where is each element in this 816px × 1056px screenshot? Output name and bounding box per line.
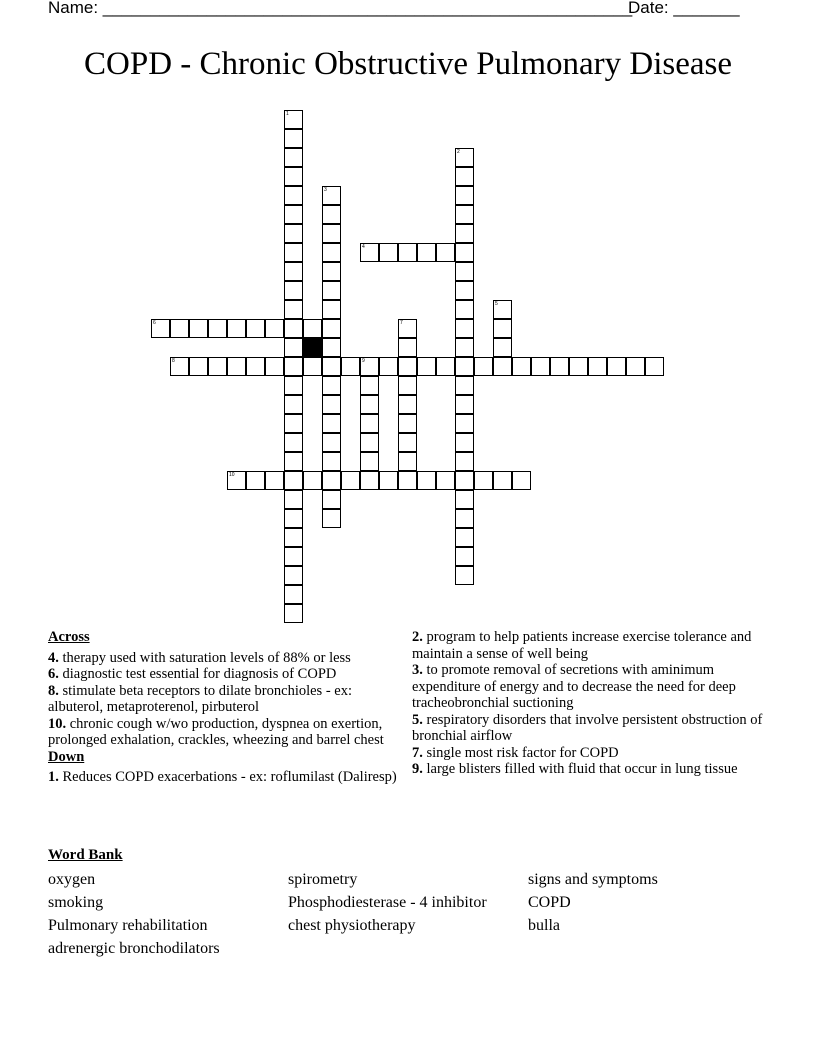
crossword-cell[interactable] (227, 471, 246, 490)
crossword-cell[interactable] (322, 376, 341, 395)
word-bank-item: spirometry (288, 871, 358, 888)
crossword-cell[interactable] (303, 471, 322, 490)
crossword-cell[interactable] (284, 490, 303, 509)
crossword-black-cell (303, 338, 322, 357)
crossword-cell[interactable] (493, 300, 512, 319)
crossword-cell[interactable] (550, 357, 569, 376)
clue-text: chronic cough w/wo production, dyspnea on exertion, prolonged exhalation, crackles, wheezing and barrel chest (48, 715, 384, 748)
crossword-cell[interactable] (360, 471, 379, 490)
clue-number: 1. (48, 769, 59, 785)
crossword-cell[interactable] (189, 357, 208, 376)
crossword-cell[interactable] (246, 319, 265, 338)
word-bank-item: COPD (528, 894, 571, 911)
clue-text: program to help patients increase exercise tolerance and maintain a sense of well being (412, 629, 752, 662)
word-bank-item: adrenergic bronchodilators (48, 940, 220, 957)
crossword-cell[interactable] (398, 357, 417, 376)
clue-number-label: 2 (457, 149, 460, 155)
crossword-cell[interactable] (360, 395, 379, 414)
crossword-cell[interactable] (322, 452, 341, 471)
clue-number-label: 3 (324, 187, 327, 193)
clue-text: Reduces COPD exacerbations - ex: roflumilast (Daliresp) (58, 769, 397, 785)
crossword-cell[interactable] (398, 395, 417, 414)
across-clue (48, 716, 400, 749)
crossword-cell[interactable] (284, 262, 303, 281)
clue-text: stimulate beta receptors to dilate bronchioles - ex: albuterol, metaproterenol, pirbuterol (48, 682, 352, 715)
crossword-cell[interactable] (455, 452, 474, 471)
word-bank-column (528, 868, 658, 937)
clue-number-label: 7 (400, 320, 403, 326)
crossword-cell[interactable] (455, 262, 474, 281)
crossword-cell[interactable] (493, 471, 512, 490)
crossword-cell[interactable] (493, 338, 512, 357)
crossword-cell[interactable] (208, 319, 227, 338)
clues-left-column (48, 629, 400, 786)
crossword-cell[interactable] (417, 243, 436, 262)
crossword-cell[interactable] (398, 471, 417, 490)
crossword-cell[interactable] (322, 186, 341, 205)
crossword-cell[interactable] (284, 186, 303, 205)
crossword-cell[interactable] (227, 319, 246, 338)
crossword-cell[interactable] (284, 566, 303, 585)
clue-number-label: 6 (153, 320, 156, 326)
crossword-cell[interactable] (208, 357, 227, 376)
crossword-cell[interactable] (284, 395, 303, 414)
crossword-cell[interactable] (455, 167, 474, 186)
crossword-cell[interactable] (322, 395, 341, 414)
clue-number: 10. (48, 715, 67, 732)
crossword-cell[interactable] (360, 433, 379, 452)
clue-number-label: 1 (286, 111, 289, 117)
crossword-cell[interactable] (322, 205, 341, 224)
crossword-cell[interactable] (455, 319, 474, 338)
word-bank-column (48, 868, 220, 960)
across-heading: Across (48, 629, 90, 645)
crossword-cell[interactable] (189, 319, 208, 338)
crossword-cell[interactable] (284, 414, 303, 433)
word-bank-heading: Word Bank (48, 847, 123, 863)
crossword-cell[interactable] (227, 357, 246, 376)
clue-number: 7. (412, 744, 423, 761)
clue-text: single most risk factor for COPD (422, 744, 619, 761)
crossword-cell[interactable] (360, 357, 379, 376)
down-clue (412, 745, 772, 762)
clue-number-label: 8 (172, 358, 175, 364)
crossword-cell[interactable] (455, 357, 474, 376)
crossword-cell[interactable] (322, 509, 341, 528)
crossword-cell[interactable] (322, 471, 341, 490)
down-clue (412, 662, 772, 712)
crossword-cell[interactable] (398, 319, 417, 338)
crossword-cell[interactable] (284, 528, 303, 547)
clue-number: 3. (412, 662, 423, 678)
crossword-cell[interactable] (455, 338, 474, 357)
crossword-cell[interactable] (455, 433, 474, 452)
crossword-cell[interactable] (246, 471, 265, 490)
crossword-cell[interactable] (284, 585, 303, 604)
word-bank-item: bulla (528, 917, 560, 934)
clue-text: respiratory disorders that involve persistent obstruction of bronchial airflow (412, 711, 763, 744)
crossword-cell[interactable] (284, 281, 303, 300)
clues-right-column (412, 629, 772, 778)
crossword-cell[interactable] (379, 357, 398, 376)
crossword-cell[interactable] (455, 243, 474, 262)
crossword-cell[interactable] (455, 300, 474, 319)
clue-number: 8. (48, 682, 59, 699)
crossword-cell[interactable] (512, 357, 531, 376)
crossword-cell[interactable] (322, 490, 341, 509)
clue-number-label: 5 (495, 301, 498, 307)
crossword-cell[interactable] (284, 224, 303, 243)
down-clue (412, 629, 772, 662)
crossword-cell[interactable] (474, 357, 493, 376)
crossword-cell[interactable] (398, 243, 417, 262)
down-clue (412, 761, 772, 778)
crossword-cell[interactable] (322, 433, 341, 452)
across-clue (48, 650, 400, 667)
crossword-cell[interactable] (322, 300, 341, 319)
crossword-cell[interactable] (265, 471, 284, 490)
clue-text: large blisters filled with fluid that occur in lung tissue (422, 761, 738, 777)
down-clue (48, 769, 400, 786)
crossword-cell[interactable] (360, 376, 379, 395)
crossword-cell[interactable] (322, 338, 341, 357)
crossword-cell[interactable] (284, 205, 303, 224)
crossword-cell[interactable] (645, 357, 664, 376)
crossword-cell[interactable] (455, 205, 474, 224)
crossword-cell[interactable] (284, 319, 303, 338)
crossword-cell[interactable] (398, 376, 417, 395)
crossword-cell[interactable] (436, 243, 455, 262)
crossword-cell[interactable] (379, 471, 398, 490)
crossword-cell[interactable] (284, 509, 303, 528)
crossword-cell[interactable] (531, 357, 550, 376)
crossword-cell[interactable] (360, 414, 379, 433)
crossword-cell[interactable] (303, 357, 322, 376)
crossword-cell[interactable] (322, 281, 341, 300)
crossword-cell[interactable] (284, 110, 303, 129)
crossword-cell[interactable] (455, 414, 474, 433)
crossword-cell[interactable] (284, 547, 303, 566)
crossword-cell[interactable] (284, 129, 303, 148)
word-bank-item: signs and symptoms (528, 871, 658, 888)
crossword-cell[interactable] (170, 319, 189, 338)
crossword-cell[interactable] (341, 471, 360, 490)
clue-number: 5. (412, 711, 423, 728)
crossword-cell[interactable] (284, 300, 303, 319)
crossword-cell[interactable] (493, 319, 512, 338)
crossword-cell[interactable] (322, 262, 341, 281)
crossword-cell[interactable] (284, 471, 303, 490)
crossword-cell[interactable] (455, 224, 474, 243)
clue-text: diagnostic test essential for diagnosis of COPD (58, 666, 337, 682)
word-bank-item: chest physiotherapy (288, 917, 416, 934)
word-bank-item: smoking (48, 894, 104, 911)
crossword-cell[interactable] (569, 357, 588, 376)
clue-text: to promote removal of secretions with aminimum expenditure of energy and to decrease the need for deep tracheobronchial suctioning (412, 662, 736, 711)
crossword-cell[interactable] (436, 357, 455, 376)
crossword-cell[interactable] (455, 490, 474, 509)
crossword-cell[interactable] (417, 357, 436, 376)
down-heading: Down (48, 748, 85, 765)
crossword-cell[interactable] (588, 357, 607, 376)
crossword-cell[interactable] (436, 471, 455, 490)
crossword-cell[interactable] (265, 357, 284, 376)
page-title: COPD - Chronic Obstructive Pulmonary Disease (84, 46, 732, 82)
crossword-cell[interactable] (455, 186, 474, 205)
clue-number-label: 4 (362, 244, 365, 250)
crossword-cell[interactable] (322, 414, 341, 433)
word-bank-column (288, 868, 487, 937)
across-clue (48, 683, 400, 716)
crossword-cell[interactable] (284, 376, 303, 395)
crossword-cell[interactable] (607, 357, 626, 376)
crossword-cell[interactable] (379, 243, 398, 262)
crossword-cell[interactable] (284, 148, 303, 167)
clue-number: 2. (412, 629, 423, 645)
date-field[interactable]: Date: _______ (628, 0, 740, 17)
crossword-cell[interactable] (303, 319, 322, 338)
word-bank-item: Pulmonary rehabilitation (48, 917, 208, 934)
crossword-cell[interactable] (493, 357, 512, 376)
crossword-cell[interactable] (512, 471, 531, 490)
word-bank-item: oxygen (48, 871, 96, 888)
clue-number-label: 9 (362, 358, 365, 364)
crossword-cell[interactable] (284, 338, 303, 357)
crossword-cell[interactable] (455, 566, 474, 585)
clue-number: 6. (48, 666, 59, 682)
crossword-cell[interactable] (322, 357, 341, 376)
word-bank-item: Phosphodiesterase - 4 inhibitor (288, 894, 487, 911)
crossword-cell[interactable] (322, 243, 341, 262)
crossword-cell[interactable] (455, 376, 474, 395)
crossword-cell[interactable] (455, 395, 474, 414)
crossword-cell[interactable] (246, 357, 265, 376)
crossword-cell[interactable] (398, 433, 417, 452)
clue-number-label: 10 (229, 472, 235, 478)
crossword-cell[interactable] (474, 471, 493, 490)
crossword-cell[interactable] (284, 604, 303, 623)
clue-text: therapy used with saturation levels of 88% or less (58, 649, 351, 666)
crossword-cell[interactable] (455, 547, 474, 566)
crossword-cell[interactable] (170, 357, 189, 376)
crossword-cell[interactable] (284, 243, 303, 262)
down-clue (412, 712, 772, 745)
clue-number: 4. (48, 649, 59, 666)
crossword-cell[interactable] (417, 471, 436, 490)
across-clue (48, 666, 400, 683)
crossword-cell[interactable] (626, 357, 645, 376)
crossword-cell[interactable] (284, 452, 303, 471)
crossword-cell[interactable] (284, 357, 303, 376)
name-field[interactable]: Name: ________________________________________________________ (48, 0, 633, 17)
crossword-cell[interactable] (265, 319, 284, 338)
crossword-cell[interactable] (284, 167, 303, 186)
crossword-cell[interactable] (341, 357, 360, 376)
crossword-cell[interactable] (455, 471, 474, 490)
crossword-cell[interactable] (151, 319, 170, 338)
crossword-cell[interactable] (455, 509, 474, 528)
crossword-cell[interactable] (322, 224, 341, 243)
clue-number: 9. (412, 761, 423, 777)
crossword-cell[interactable] (398, 452, 417, 471)
crossword-cell[interactable] (398, 338, 417, 357)
crossword-cell[interactable] (398, 414, 417, 433)
crossword-cell[interactable] (455, 528, 474, 547)
crossword-cell[interactable] (455, 148, 474, 167)
crossword-cell[interactable] (284, 433, 303, 452)
crossword-cell[interactable] (322, 319, 341, 338)
crossword-cell[interactable] (360, 243, 379, 262)
crossword-cell[interactable] (455, 281, 474, 300)
crossword-cell[interactable] (360, 452, 379, 471)
